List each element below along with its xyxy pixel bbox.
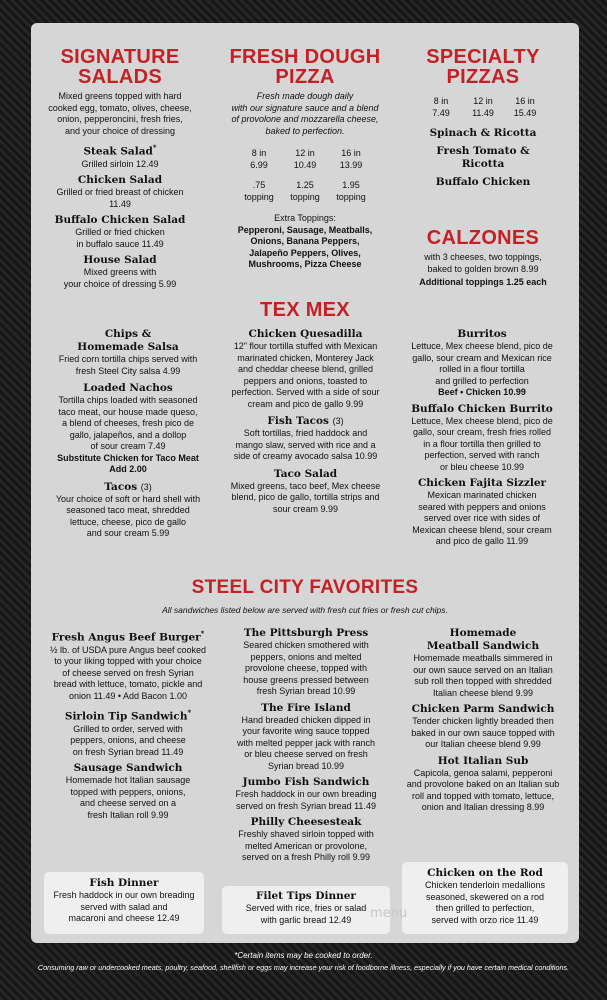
menu-item: Sausage Sandwich Homemade hot Italian sausage topped with peppers, onions, and cheese served on a fresh Italian roll 9.99 bbox=[65, 762, 191, 820]
signature-salads-section bbox=[45, 47, 195, 290]
fresh-dough-intro: Fresh made dough daily with our signature sauce and a blend of provolone and mozzarella cheese, baked to perfection. bbox=[231, 91, 379, 136]
menu-item: Buffalo Chicken Burrito Lettuce, Mex cheese blend, pico de gallo, sour cream, fresh fries rolled in a flour tortilla then grilled to perfection, served with ranch or bleu cheese 10.99 bbox=[411, 402, 553, 472]
topping-prices: .75 1.25 1.95 bbox=[252, 180, 360, 190]
fresh-dough-pizza-section bbox=[220, 47, 390, 271]
tex-mex-title-wrap bbox=[220, 300, 390, 320]
specialty-prices: 7.49 11.49 15.49 bbox=[432, 108, 537, 118]
favorites-left bbox=[42, 627, 214, 821]
menu-item: Sirloin Tip Sandwich* Grilled to order, served with peppers, onions, and cheese on fresh Syrian bread 11.49 bbox=[64, 708, 192, 757]
menu-item: The Fire Island Hand breaded chicken dipped in your favorite wing sauce topped with melted pepper jack with ranch or bleu cheese served on fresh Syrian bread 10.99 bbox=[236, 701, 376, 771]
menu-item: Taco Salad Mixed greens, taco beef, Mex cheese blend, pico de gallo, tortilla strips and sour cream 9.99 bbox=[230, 467, 381, 514]
favorites-subtitle: All sandwiches listed below are served with fresh cut fries or fresh cut chips. bbox=[162, 605, 448, 615]
tex-mex-left bbox=[44, 328, 212, 540]
menu-item: Philly Cheesesteak Freshly shaved sirloin topped with melted American or provolone, served on a fresh Philly roll 9.99 bbox=[238, 816, 374, 862]
favorites-title: STEEL CITY FAVORITES bbox=[191, 577, 419, 598]
menu-item: Chicken Fajita Sizzler Mexican marinated chicken seared with peppers and onions served over rice with sides of Mexican cheese blend, sour cream and pico de gallo 11.99 bbox=[412, 477, 552, 546]
calzones-title: CALZONES bbox=[426, 227, 540, 249]
calzones-extra: Additional toppings 1.25 each bbox=[419, 277, 547, 287]
fish-dinner-box: Fish Dinner Fresh haddock in our own breading served with salad and macaroni and cheese 12.49 bbox=[44, 872, 204, 934]
calzones-section bbox=[408, 228, 558, 289]
tex-mex-right bbox=[398, 328, 566, 548]
tex-mex-middle bbox=[218, 328, 393, 515]
specialty-sizes: 8 in 12 in 16 in bbox=[433, 96, 535, 106]
menu-item: Fish Tacos (3) Soft tortillas, fried haddock and mango slaw, served with rice and a side of creamy avocado salsa 10.99 bbox=[233, 415, 378, 461]
pizza-sizes: 8 in 12 in 16 in bbox=[251, 148, 361, 158]
watermark: menu bbox=[370, 906, 408, 921]
menu-item: Chicken Quesadilla 12" flour tortilla stuffed with Mexican marinated chicken, Monterey Jack and cheddar cheese blend, grilled peppers and onions, toasted to perfection. Served with a side of sour cream and pico de gallo 9.99 bbox=[231, 328, 380, 409]
topping-labels: topping topping topping bbox=[244, 192, 366, 202]
specialty-item: Ricotta bbox=[461, 158, 505, 170]
fresh-dough-title: FRESH DOUGH PIZZA bbox=[229, 46, 381, 88]
specialty-title: SPECIALTY PIZZAS bbox=[426, 46, 540, 88]
menu-item: Jumbo Fish Sandwich Fresh haddock in our own breading served on fresh Syrian bread 11.49 bbox=[235, 776, 377, 811]
menu-item: The Pittsburgh Press Seared chicken smothered with peppers, onions and melted provolone cheese, topped with house greens pressed between fresh Syrian bread 10.99 bbox=[243, 627, 369, 696]
calzones-desc: baked to golden brown 8.99 bbox=[427, 263, 539, 274]
pizza-prices: 6.99 10.49 13.99 bbox=[250, 160, 363, 170]
menu-item: Fresh Angus Beef Burger* ½ lb. of USDA pure Angus beef cooked to your liking topped with your choice of cheese served on fresh Syrian bread with lettuce, tomato, pickle and onion 11.49 • Add Bacon 1.00 bbox=[49, 629, 207, 701]
menu-item: Steak Salad* Grilled sirloin 12.49 bbox=[81, 143, 159, 169]
menu-item: Chicken Parm Sandwich Tender chicken lightly breaded then baked in our own sauce topped with our Italian cheese blend 9.99 bbox=[411, 703, 555, 749]
tex-mex-title: TEX MEX bbox=[260, 299, 350, 321]
footer-disclaimer: Consuming raw or undercooked meats, poultry, seafood, shellfish or eggs may increase your risk of foodborne illness, especially if you have certain medical conditions. bbox=[37, 963, 570, 972]
favorites-right bbox=[398, 627, 568, 814]
specialty-pizzas-section bbox=[408, 47, 558, 189]
signature-salads-intro: Mixed greens topped with hard cooked egg, tomato, olives, cheese, onion, pepperoncini, fresh fries, and your choice of dressing bbox=[48, 91, 192, 136]
specialty-item: Fresh Tomato & bbox=[436, 145, 530, 157]
favorites-header bbox=[40, 578, 570, 617]
menu-item: Burritos Lettuce, Mex cheese blend, pico de gallo, sour cream and Mexican rice rolled in a flour tortilla and grilled to perfection Beef • Chicken 10.99 bbox=[411, 328, 553, 397]
signature-salads-title: SIGNATURE SALADS bbox=[60, 46, 180, 88]
specialty-item: Buffalo Chicken bbox=[435, 176, 531, 188]
menu-item: Loaded Nachos Tortilla chips loaded with seasoned taco meat, our house made queso, a blend of cheeses, fresh pico de gallo, jalapeños, and a dollop of sour cream 7.49 Substitute Chicken for Taco Meat Add 2.00 bbox=[57, 382, 199, 474]
menu-item: Homemade Meatball Sandwich Homemade meatballs simmered in our own sauce served on an Italian sub roll then topped with shredded Italian cheese blend 9.99 bbox=[413, 627, 553, 698]
footer-note: *Certain items may be cooked to order. bbox=[234, 951, 373, 960]
menu-item: Chicken Salad Grilled or fried breast of chicken 11.49 bbox=[56, 174, 184, 209]
chicken-rod-box: Chicken on the Rod Chicken tenderloin medallions seasoned, skewered on a rod then grilled to perfection, served with orzo rice 11.49 bbox=[402, 862, 568, 934]
calzones-desc: with 3 cheeses, two toppings, bbox=[424, 252, 542, 262]
menu-item: House Salad Mixed greens with your choice of dressing 5.99 bbox=[63, 254, 177, 289]
extra-toppings: Extra Toppings: Pepperoni, Sausage, Meatballs, Onions, Banana Peppers, Jalapeño Peppers, Olives, Mushrooms, Pizza Cheese bbox=[237, 213, 373, 269]
filet-tips-box: Filet Tips Dinner Served with rice, fries or salad with garlic bread 12.49 bbox=[222, 886, 390, 934]
menu-item: Chips & Homemade Salsa Fried corn tortilla chips served with fresh Steel City salsa 4.99 bbox=[58, 328, 198, 376]
menu-item: Tacos (3) Your choice of soft or hard shell with seasoned taco meat, shredded lettuce, cheese, pico de gallo and sour cream 5.99 bbox=[55, 480, 201, 538]
favorites-middle bbox=[220, 627, 392, 864]
specialty-item: Spinach & Ricotta bbox=[429, 127, 537, 139]
menu-item: Buffalo Chicken Salad Grilled or fried chicken in buffalo sauce 11.49 bbox=[54, 214, 186, 249]
menu-item: Hot Italian Sub Capicola, genoa salami, pepperoni and provolone baked on an Italian sub roll and topped with tomato, lettuce, onion and Italian dressing 8.99 bbox=[406, 754, 560, 812]
